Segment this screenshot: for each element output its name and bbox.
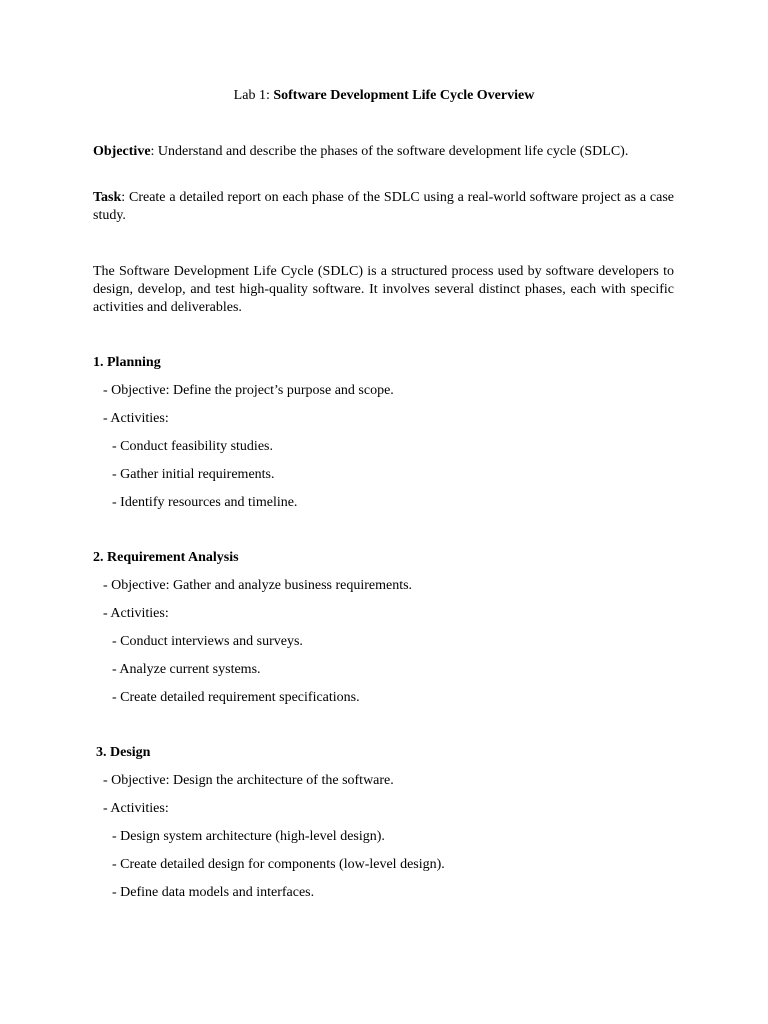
activity-item: - Analyze current systems.: [112, 662, 261, 677]
activity-item: - Identify resources and timeline.: [112, 495, 298, 510]
section-activities-label: - Activities:: [103, 801, 169, 816]
section-heading: 1. Planning: [93, 355, 161, 370]
section-objective: - Objective: Gather and analyze business requirements.: [103, 578, 413, 593]
task-label: Task: [93, 190, 122, 205]
title-bold: Software Development Life Cycle Overview: [273, 88, 535, 103]
objective-paragraph: [93, 143, 674, 161]
activity-item: - Define data models and interfaces.: [112, 885, 315, 900]
objective-label: Objective: [93, 144, 151, 159]
activity-item: - Create detailed design for components (low-level design).: [112, 857, 445, 872]
activity-item: - Design system architecture (high-level design).: [112, 829, 385, 844]
section-objective: - Objective: Design the architecture of the software.: [103, 773, 394, 788]
page-title: [0, 87, 768, 105]
task-text: : Create a detailed report on each phase of the SDLC using a real-world software project as a case study.: [93, 190, 674, 223]
section-objective: - Objective: Define the project’s purpose and scope.: [103, 383, 394, 398]
title-prefix: Lab 1:: [233, 88, 274, 103]
intro-paragraph: The Software Development Life Cycle (SDLC) is a structured process used by software developers to design, develop, and test high-quality software. It involves several distinct phases, each with specific activities and deliverables.: [93, 264, 674, 315]
activity-item: - Conduct interviews and surveys.: [112, 634, 303, 649]
section-activities-label: - Activities:: [103, 606, 169, 621]
objective-text: : Understand and describe the phases of the software development life cycle (SDLC).: [150, 144, 629, 159]
activity-item: - Conduct feasibility studies.: [112, 439, 273, 454]
section-heading: 3. Design: [96, 745, 151, 760]
section-heading: 2. Requirement Analysis: [93, 550, 239, 565]
task-paragraph: [93, 189, 674, 225]
activity-item: - Gather initial requirements.: [112, 467, 275, 482]
section-activities-label: - Activities:: [103, 411, 169, 426]
activity-item: - Create detailed requirement specifications.: [112, 690, 360, 705]
